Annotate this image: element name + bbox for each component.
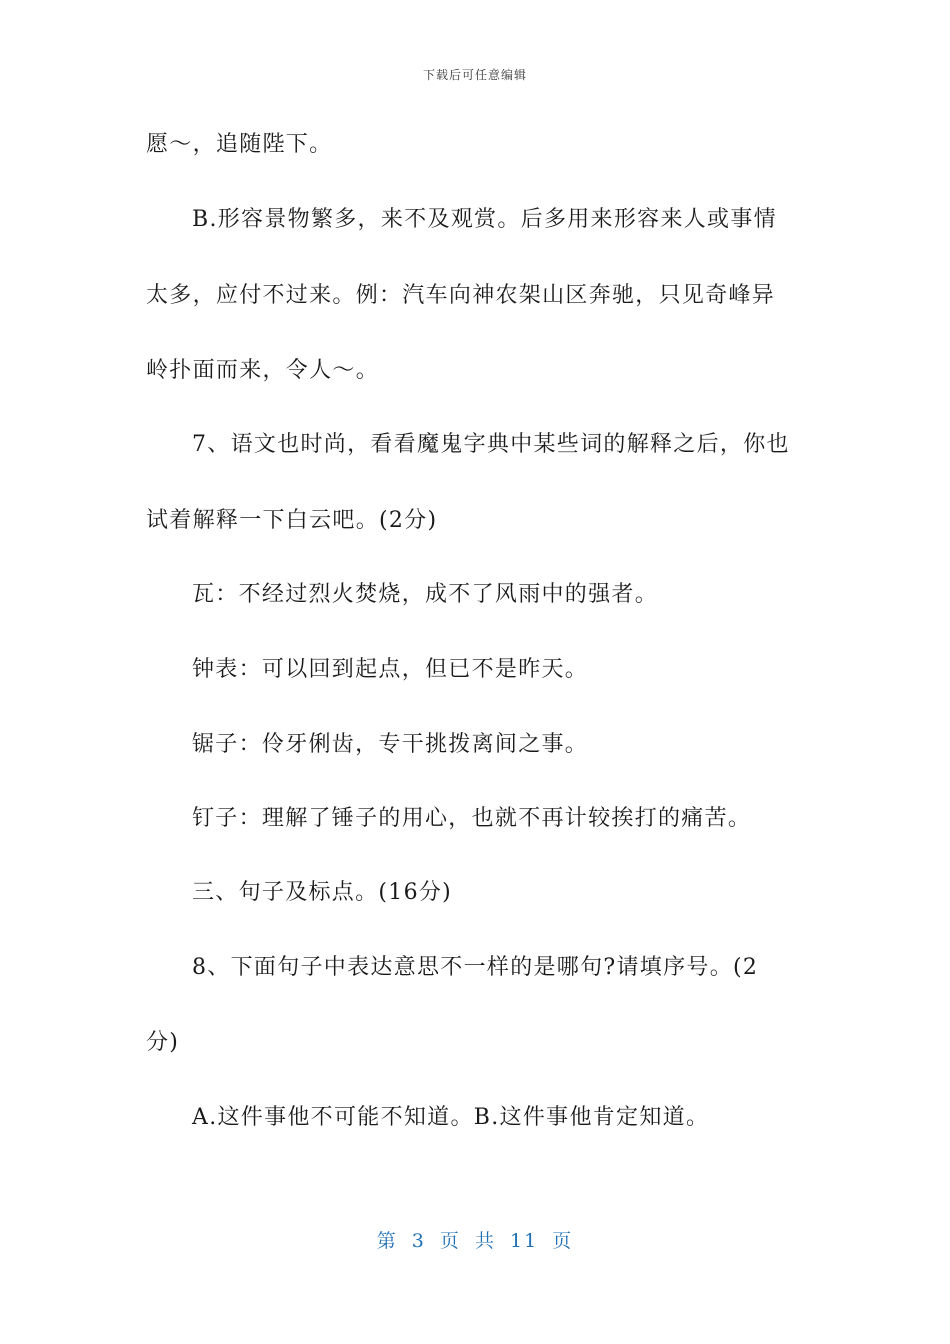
text-line-14: A.这件事他不可能不知道。B.这件事他肯定知道。 [192, 1105, 710, 1130]
page-header: 下载后可任意编辑 [422, 68, 527, 82]
text-line-4: 岭扑面而来，令人～。 [146, 358, 380, 383]
text-line-8: 钟表：可以回到起点，但已不是昨天。 [192, 657, 589, 682]
text-line-6: 试着解释一下白云吧。(2分) [146, 508, 438, 533]
page-footer: 第 3 页 共 11 页 [376, 1230, 574, 1252]
text-line-7: 瓦：不经过烈火焚烧，成不了风雨中的强者。 [192, 582, 659, 607]
text-line-12: 8、下面句子中表达意思不一样的是哪句?请填序号。(2 [192, 955, 759, 980]
text-line-9: 锯子：伶牙俐齿，专干挑拨离间之事。 [192, 732, 589, 757]
text-line-1: 愿～，追随陛下。 [146, 132, 333, 157]
text-line-10: 钉子：理解了锤子的用心，也就不再计较挨打的痛苦。 [192, 806, 752, 831]
text-line-3: 太多，应付不过来。例：汽车向神农架山区奔驰，只见奇峰异 [146, 283, 776, 308]
text-line-5: 7、语文也时尚，看看魔鬼字典中某些词的解释之后，你也 [192, 432, 790, 457]
text-line-2: B.形容景物繁多，来不及观赏。后多用来形容来人或事情 [192, 207, 777, 232]
text-line-13: 分) [146, 1030, 180, 1055]
section-heading: 三、句子及标点。(16分) [192, 880, 453, 905]
